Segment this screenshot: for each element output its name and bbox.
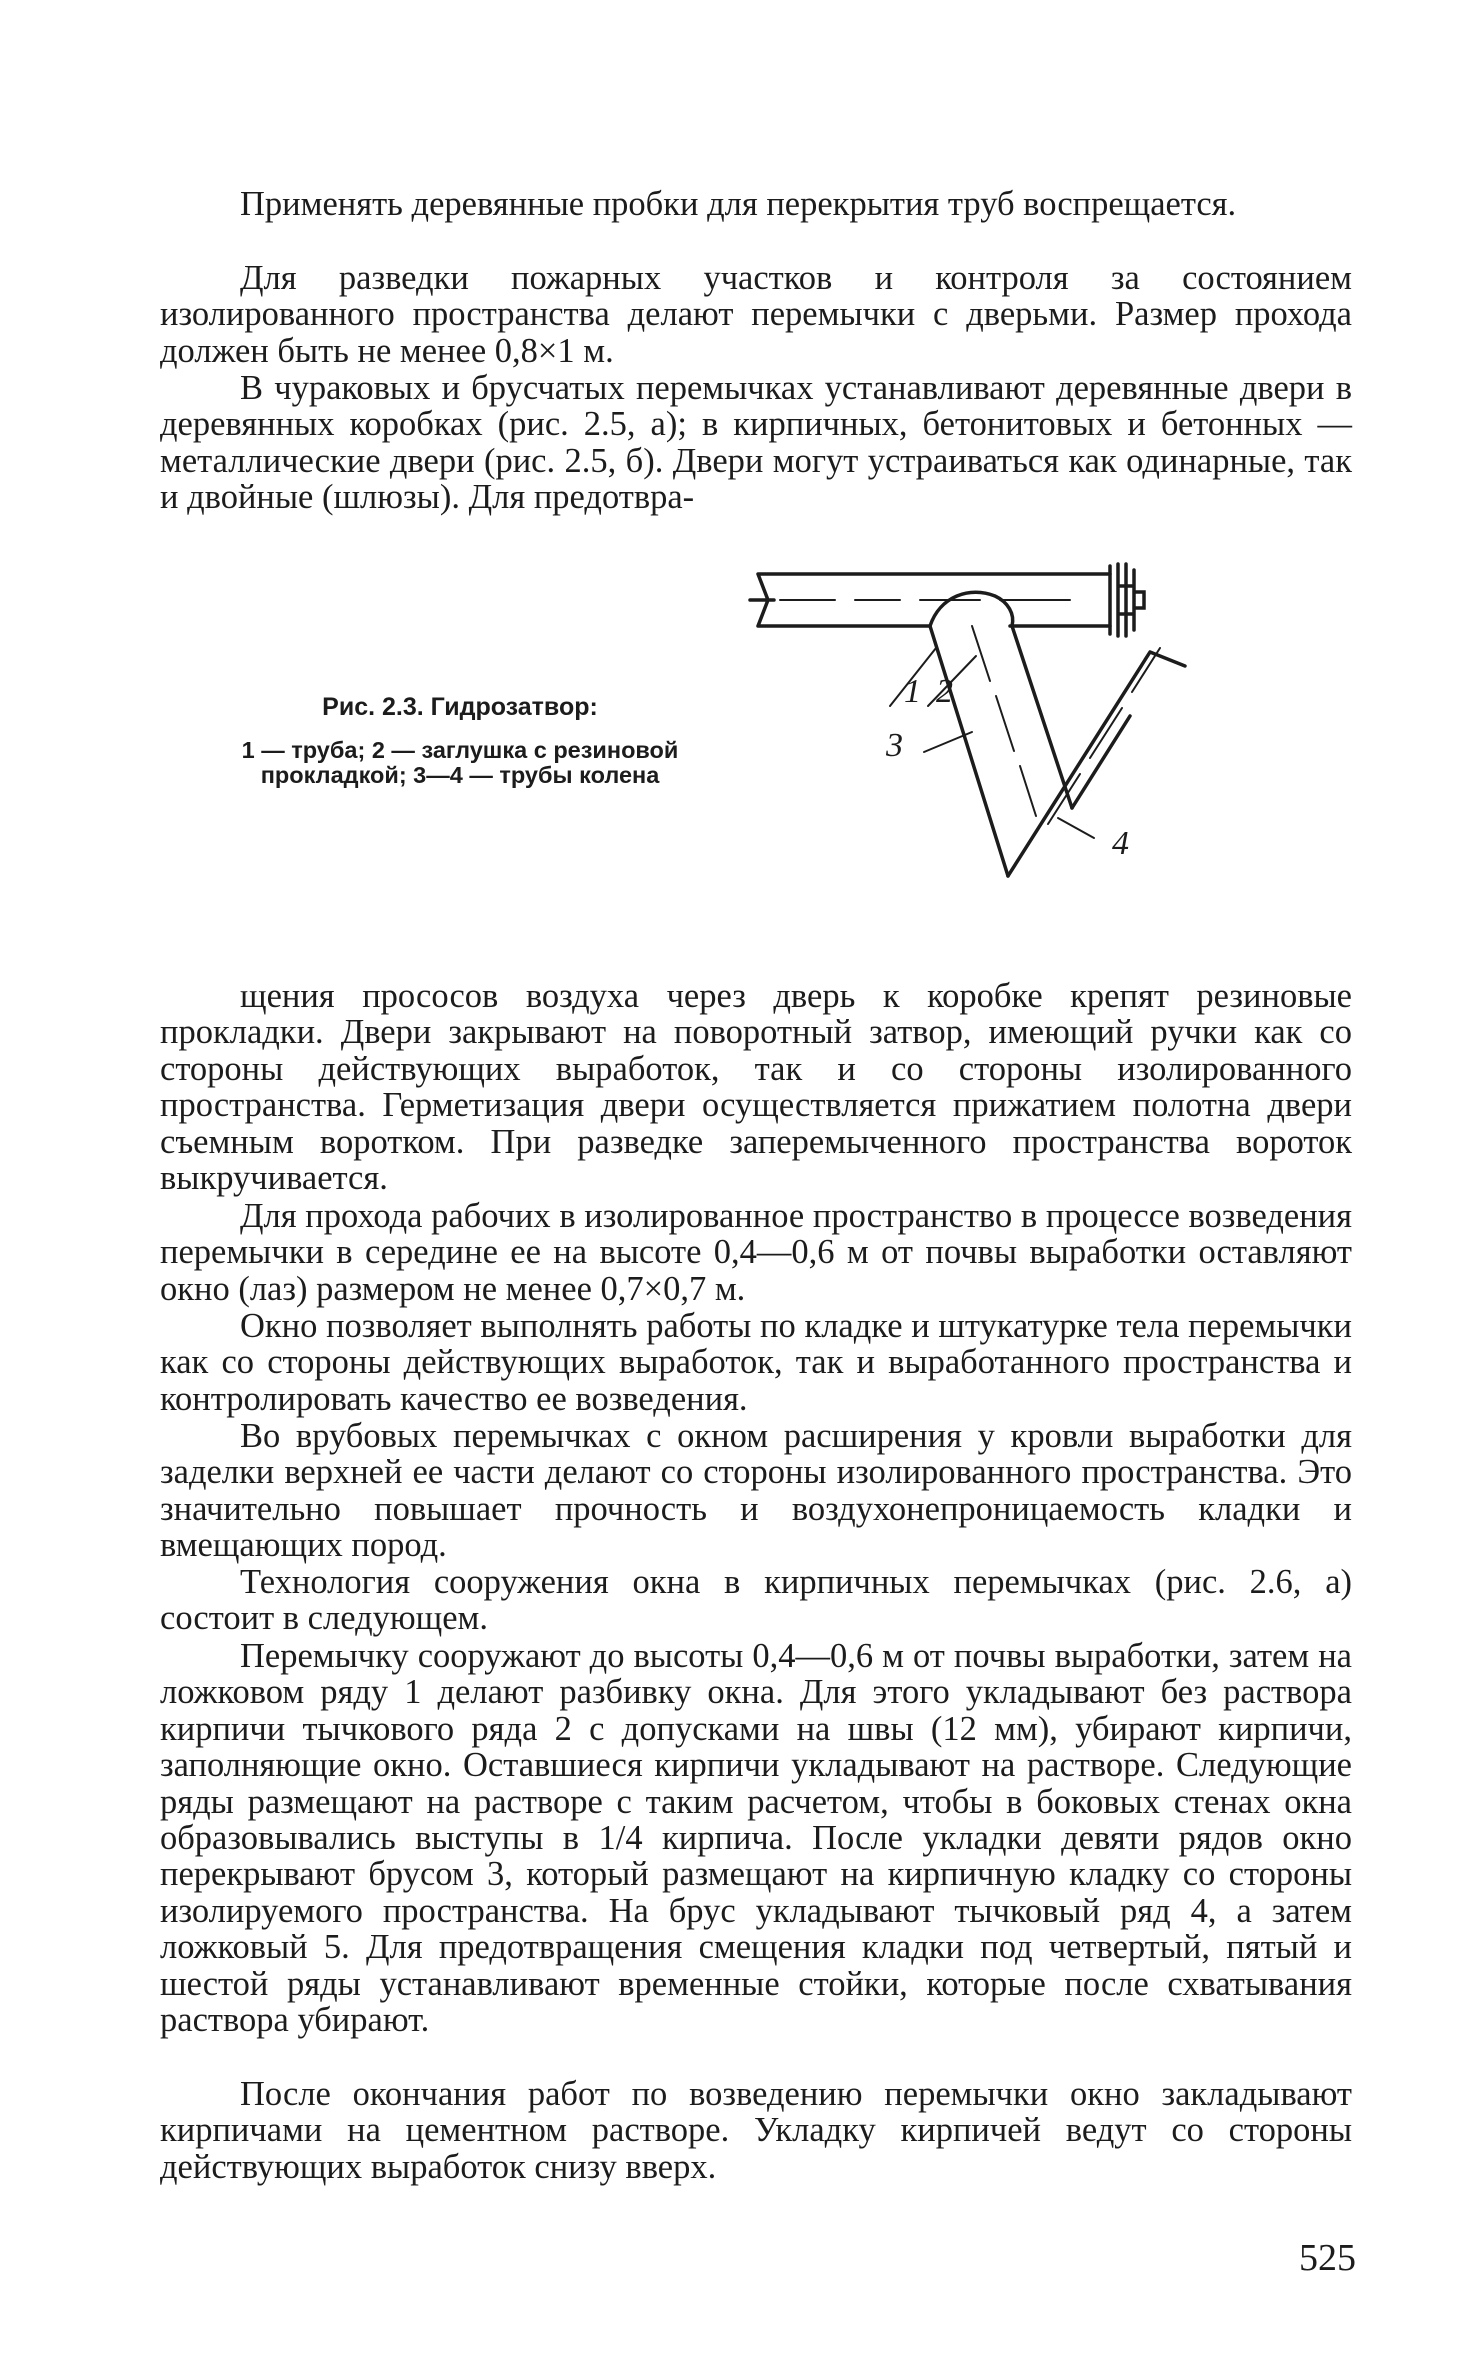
leader-4 [1058, 818, 1094, 838]
pipe-3 [930, 626, 1072, 876]
paragraph-2: Для разведки пожарных участков и контроля за состоянием изолированного пространства делают перемычки с дверьми. Размер прохода должен быть не менее 0,8×1 м. [160, 259, 1352, 370]
plug-2 [1110, 564, 1144, 636]
paragraph-8: Технология сооружения окна в кирпичных перемычках (рис. 2.6, а) состоит в следующем. [160, 1563, 1352, 1638]
figure-caption-body: 1 — труба; 2 — заглушка с резиновой прокладкой; 3—4 — трубы колена [241, 737, 679, 788]
pipe-4-centerline [1048, 648, 1160, 824]
paragraph-1: Применять деревянные пробки для перекрытия труб воспрещается. [240, 185, 1237, 223]
paragraph-4: щения прососов воздуха через дверь к коробке крепят резиновые прокладки. Двери закрывают на поворотный затвор, имеющий ручки как со стороны действующих выработок, так и со стороны изолированного пространства. Герметизация двери осуществляется прижатием полотна двери съемным воротком. При разведке заперемыченного пространства вороток выкручивается. [160, 977, 1352, 1198]
paragraph-6: Окно позволяет выполнять работы по кладке и штукатурке тела перемычки как со стороны действующих выработок, так и выработанного пространства и контролировать качество ее возведения. [160, 1307, 1352, 1418]
figure-caption-title: Рис. 2.3. Гидрозатвор: [322, 693, 598, 721]
elbow [930, 592, 1013, 626]
label-1: 1 [904, 673, 921, 710]
paragraph-9: Перемычку сооружают до высоты 0,4—0,6 м от почвы выработки, затем на ложковом ряду 1 делают разбивку окна. Для этого укладывают без раствора кирпичи тычкового ряда 2 с допусками на швы (12 мм), убирают кирпичи, заполняющие окно. Оставшиеся кирпичи укладывают на растворе. Следующие ряды размещают на растворе с таким расчетом, чтобы в боковых стенах окна образовывались выступы в 1/4 кирпича. После укладки девяти рядов окно перекрывают брусом 3, который размещают на кирпичную кладку со стороны изолируемого пространства. На брус укладывают тычковый ряд 4, а затем ложковый 5. Для предотвращения смещения кладки под четвертый, пятый и шестой ряды устанавливают временные стойки, которые после схватывания раствора убирают. [160, 1637, 1352, 2040]
page-number: 525 [1299, 2237, 1356, 2279]
pipe-4 [1008, 652, 1185, 876]
label-3: 3 [886, 727, 903, 764]
paragraph-3: В чураковых и брусчатых перемычках устанавливают деревянные двери в деревянных коробках (рис. 2.5, а); в кирпичных, бетонитовых и бетонных — металлические двери (рис. 2.5, б). Двери могут устраиваться как одинарные, так и двойные (шлюзы). Для предотвра- [160, 369, 1352, 517]
label-2: 2 [936, 673, 953, 710]
paragraph-7: Во врубовых перемычках с окном расширения у кровли выработки для заделки верхней ее части делают со стороны изолированного пространства. Это значительно повышает прочность и воздухонепроницаемость кладки и вмещающих пород. [160, 1417, 1352, 1565]
paragraph-5: Для прохода рабочих в изолированное пространство в процессе возведения перемычки в середине ее на высоте 0,4—0,6 м от почвы выработки оставляют окно (лаз) размером не менее 0,7×0,7 м. [160, 1197, 1352, 1308]
label-4: 4 [1112, 825, 1129, 862]
hydraulic-seal-diagram [740, 556, 1340, 886]
paragraph-10: После окончания работ по возведению перемычки окно закладывают кирпичами на цементном растворе. Укладку кирпичей ведут со стороны действующих выработок снизу вверх. [160, 2075, 1352, 2186]
